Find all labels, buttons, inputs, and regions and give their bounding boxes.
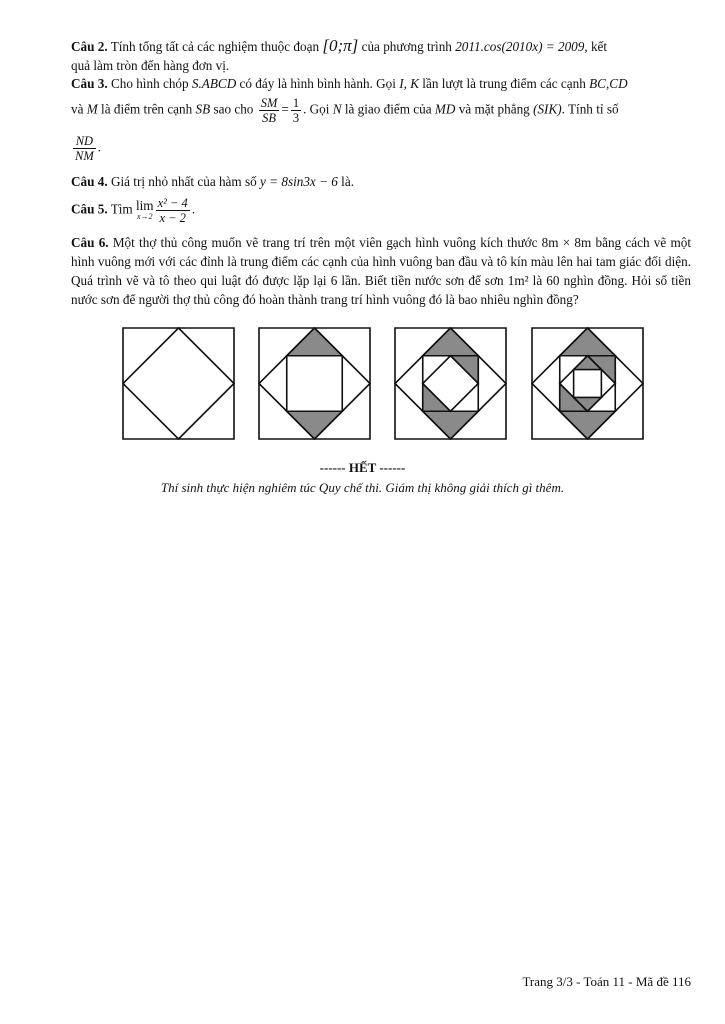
q3-text-1: Cho hình chóp (107, 76, 192, 91)
question-4 (71, 172, 691, 191)
figure-step-3 (394, 327, 507, 440)
q2-text-2: của phương trình (358, 39, 456, 54)
q3-text-3: lần lượt là trung điểm các cạnh (419, 76, 590, 91)
q5-den: x − 2 (159, 211, 186, 225)
q3-ratio-den: SB (262, 111, 276, 125)
q3-ik: I, K (399, 76, 419, 91)
q3-edges: BC,CD (589, 76, 628, 91)
q5-num: x² − 4 (157, 196, 188, 210)
page-footer: Trang 3/3 - Toán 11 - Mã đề 116 (522, 974, 691, 989)
question-3-line-2 (71, 96, 691, 125)
inner-square-level-2 (287, 356, 343, 412)
q3-nd-nm-fraction (73, 134, 96, 163)
q3-third-fraction (291, 96, 301, 125)
question-2 (71, 36, 691, 75)
q4-text-1: Giá trị nhỏ nhất của hàm số (107, 174, 260, 189)
q3-md: MD (434, 101, 456, 117)
question-2-label: Câu 2. (71, 39, 108, 54)
figure-1-svg (122, 327, 235, 440)
q3-pyramid: S.ABCD (191, 76, 237, 91)
question-3-label: Câu 3. (71, 76, 108, 91)
q2-text-1: Tính tổng tất cả các nghiệm thuộc đoạn (107, 39, 323, 54)
q3-end: . (97, 139, 102, 155)
figure-4-svg (531, 327, 644, 440)
q5-text-1: Tìm (107, 201, 136, 217)
q3-ratio-fraction (259, 96, 280, 125)
q3-third-den: 3 (292, 111, 300, 125)
q4-text-2: là. (337, 174, 354, 189)
q3-sb: SB (195, 101, 211, 117)
q3-text-6: sao cho (210, 101, 257, 117)
q4-function: y = 8sin3x − 6 (260, 174, 338, 189)
q3-n: N (332, 101, 342, 117)
end-note: Thí sinh thực hiện nghiêm túc Quy chế thi. Giám thị không giải thích gì thêm. (160, 480, 565, 495)
q5-fraction (156, 196, 190, 225)
question-5-label: Câu 5. (71, 201, 108, 217)
q5-lim-sub: x→2 (137, 211, 153, 221)
q3-text-8: là giao điểm của (341, 101, 435, 117)
q3-text-4: và (71, 101, 87, 117)
q3-frac-num: ND (73, 134, 96, 149)
q3-ratio-num: SM (260, 96, 278, 110)
q5-lim-word: lim (135, 197, 154, 213)
end-mark: ------ HẾT ------ (319, 460, 406, 475)
q3-m: M (86, 101, 98, 117)
q3-equals: = (281, 101, 289, 117)
q3-frac-den: NM (75, 149, 94, 163)
q3-text-5: là điểm trên cạnh (97, 101, 196, 117)
q2-equation: 2011.cos(2010x) = 2009 (455, 39, 585, 54)
figure-step-1 (122, 327, 235, 440)
figure-2-svg (258, 327, 371, 440)
q3-text-7: . Gọi (303, 101, 333, 117)
question-3-line-3 (71, 134, 691, 163)
q3-text-2: có đáy là hình bình hành. Gọi (236, 76, 400, 91)
inner-square-level-4 (574, 370, 602, 398)
q2-interval: [0;π] (322, 36, 359, 55)
question-6 (71, 233, 691, 309)
question-3 (71, 74, 691, 93)
question-4-label: Câu 4. (71, 174, 108, 189)
q3-plane: (SIK) (533, 101, 562, 117)
q3-text-10: . Tính tỉ số (561, 101, 619, 117)
q5-end: . (191, 201, 196, 217)
q6-text: Một thợ thủ công muốn vẽ trang trí trên một viên gạch hình vuông kích thước 8m × 8m bằng cách vẽ một hình vuông mới với các đỉnh là trung điểm các cạnh của hình vuông ban đầu và tô kín màu lên hai tam giác đối diện. Quá trình vẽ và tô theo qui luật đó được lặp lại 6 lần. Biết tiền nước sơn để sơn 1m² là 60 nghìn đồng. Hỏi số tiền nước sơn để người thợ thủ công đó hoàn thành trang trí hình vuông đó là bao nhiêu nghìn đồng? (71, 235, 691, 307)
q3-third-num: 1 (292, 96, 300, 110)
q5-limit (135, 197, 154, 222)
q3-text-9: và mặt phẳng (455, 101, 534, 117)
figure-3-svg (394, 327, 507, 440)
question-6-label: Câu 6. (71, 235, 109, 250)
figure-step-2 (258, 327, 371, 440)
square-pattern-figures (122, 327, 644, 440)
q2-line-2: quả làm tròn đến hàng đơn vị. (71, 58, 230, 73)
question-5 (71, 196, 691, 225)
q2-text-3: , kết (584, 39, 608, 54)
figure-step-4 (531, 327, 644, 440)
